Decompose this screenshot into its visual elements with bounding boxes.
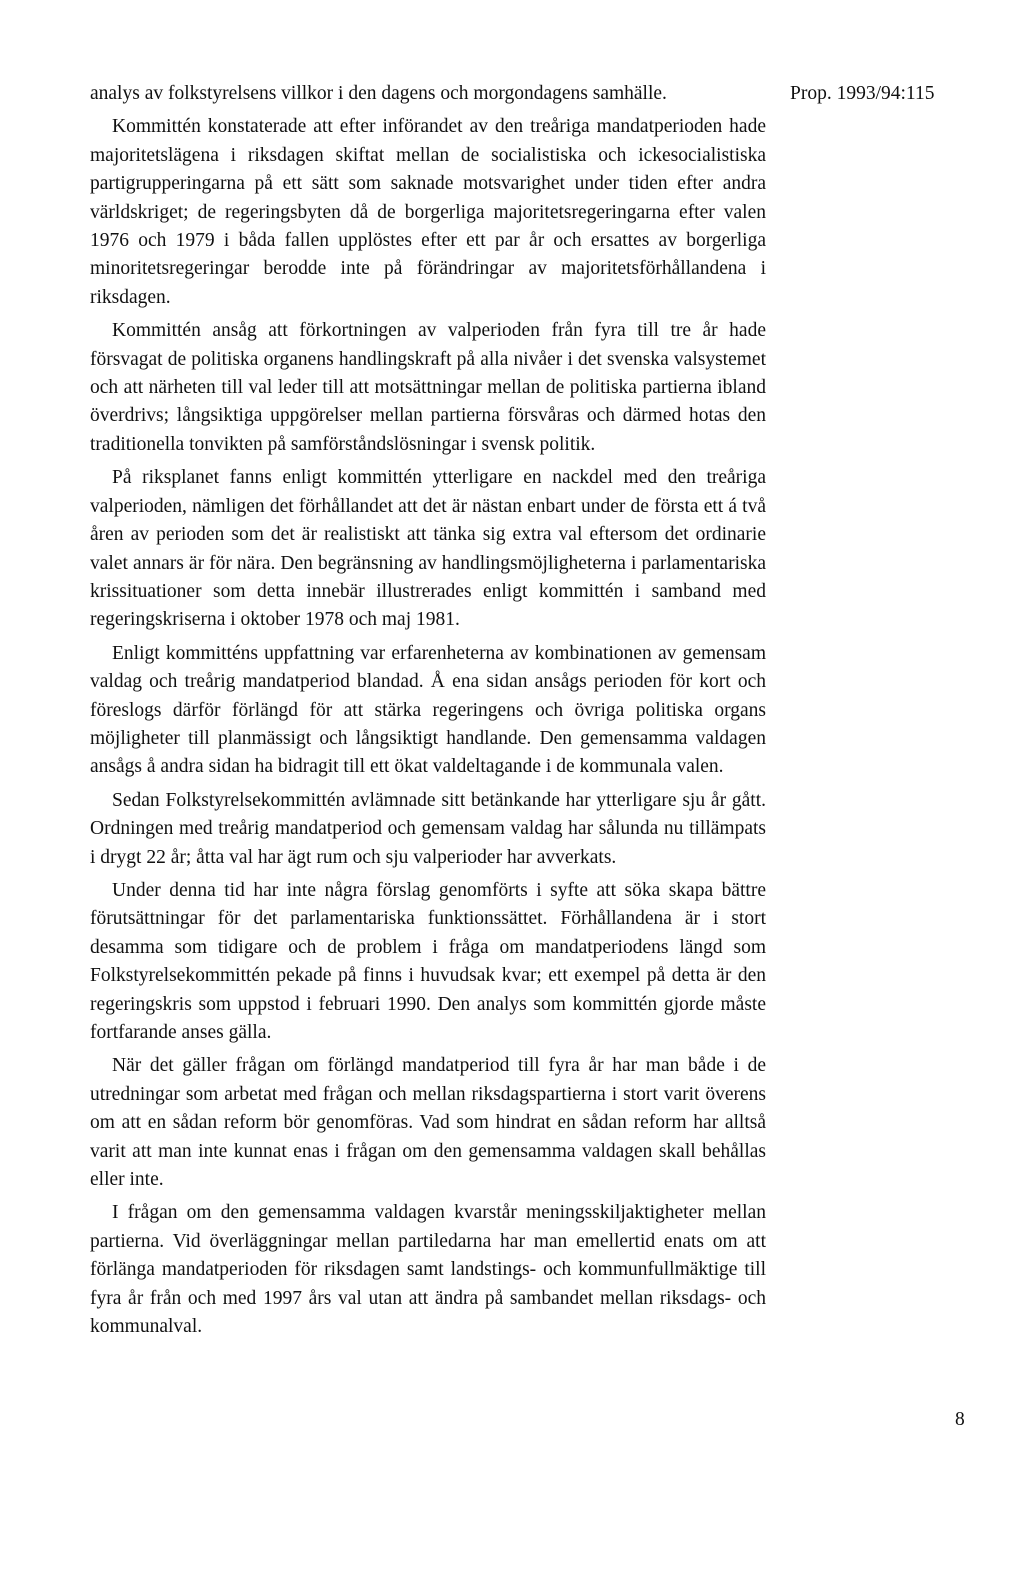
paragraph: På riksplanet fanns enligt kommittén ytterligare en nackdel med den treåriga valperioden, nämligen det förhållandet att det är nästan enbart under de första ett á två åren av perioden som det är realistiskt att tänka sig extra val eftersom det ordinarie valet annars är för nära. Den begränsning av handlingsmöjligheterna i parlamentariska krissituationer som detta innebär illustrerades enligt kommittén i samband med regeringskriserna i oktober 1978 och maj 1981. xyxy=(90,467,766,631)
paragraph: Enligt kommitténs uppfattning var erfarenheterna av kombinationen av gemensam valdag och treårig mandatperiod blandad. Å ena sidan ansågs perioden för kort och föreslogs därför förlängd för att stärka regeringens och övriga politiska organs möjligheter till planmässigt och långsiktigt handlande. Den gemensamma valdagen ansågs å andra sidan ha bidragit till ett ökat valdeltagande i de kommunala valen. xyxy=(90,642,766,778)
body-text xyxy=(90,80,766,1346)
proposition-reference: Prop. 1993/94:115 xyxy=(790,83,935,104)
paragraph: Under denna tid har inte några förslag genomförts i syfte att söka skapa bättre förutsättningar för det parlamentariska funktionssättet. Förhållandena är i stort desamma som tidigare och de problem i fråga om mandatperiodens längd som Folkstyrelsekommittén pekade på finns i huvudsak kvar; ett exempel på detta är den regeringskris som uppstod i februari 1990. Den analys som kommittén gjorde måste fortfarande anses gälla. xyxy=(90,879,766,1043)
paragraph: Sedan Folkstyrelsekommittén avlämnade sitt betänkande har ytterligare sju år gått. Ordningen med treårig mandatperiod och gemensam valdag har sålunda nu tillämpats i drygt 22 år; åtta val har ägt rum och sju valperioder har avverkats. xyxy=(90,789,766,868)
paragraph: I frågan om den gemensamma valdagen kvarstår meningsskiljaktigheter mellan partierna. Vid överläggningar mellan partiledarna har man emellertid enats om att förlänga mandatperioden för riksdagen samt landstings- och kommunfullmäktige till fyra år från och med 1997 års val utan att ändra på sambandet mellan riksdags- och kommunalval. xyxy=(90,1202,766,1338)
paragraph-continuation: analys av folkstyrelsens villkor i den dagens och morgondagens samhälle. xyxy=(90,83,667,104)
page-number: 8 xyxy=(955,1409,965,1430)
paragraph: När det gäller frågan om förlängd mandatperiod till fyra år har man både i de utredningar som arbetat med frågan och mellan riksdagspartierna i stort varit överens om att en sådan reform bör genomföras. Vad som hindrat en sådan reform har alltså varit att man inte kunnat enas i frågan om den gemensamma valdagen skall behållas eller inte. xyxy=(90,1055,766,1191)
paragraph: Kommittén konstaterade att efter införandet av den treåriga mandatperioden hade majoritetslägena i riksdagen skiftat mellan de socialistiska och ickesocialistiska partigrupperingarna på ett sätt som saknade motsvarighet under tiden efter andra världskriget; de regeringsbyten då de borgerliga majoritetsregeringarna efter valen 1976 och 1979 i båda fallen upplöstes efter ett par år och ersattes av borgerliga minoritetsregeringar berodde inte på förändringar av majoritetsförhållandena i riksdagen. xyxy=(90,116,766,308)
paragraph: Kommittén ansåg att förkortningen av valperioden från fyra till tre år hade försvagat de politiska organens handlingskraft på alla nivåer i det svenska valsystemet och att närheten till val leder till att motsättningar mellan de politiska partierna ibland överdrivs; långsiktiga uppgörelser mellan partierna försvåras och därmed hotas den traditionella tonvikten på samförståndslösningar i svensk politik. xyxy=(90,320,766,455)
